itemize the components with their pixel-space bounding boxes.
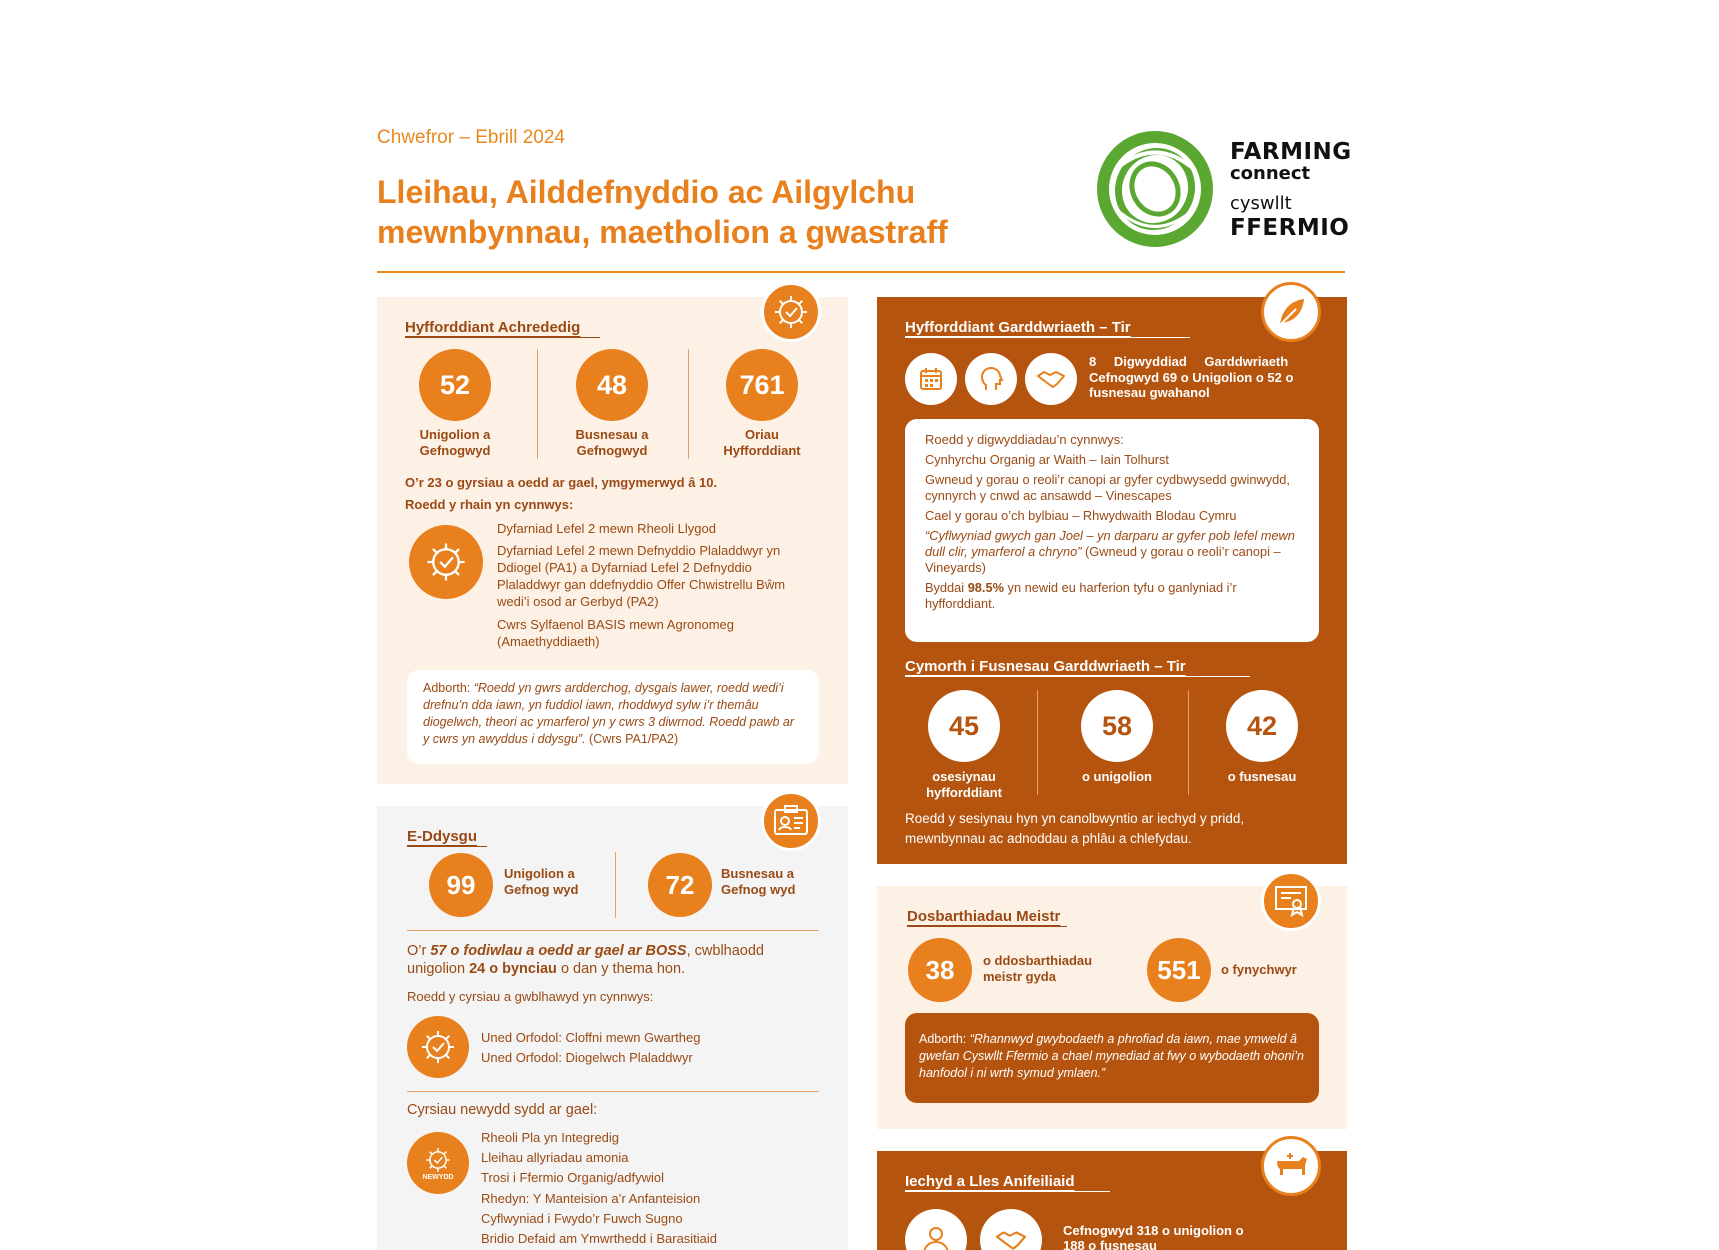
completed-intro: Roedd y cyrsiau a gwblhawyd yn cynnwys: xyxy=(407,989,654,1004)
animal-heading: Iechyd a Lles Anifeiliaid xyxy=(905,1173,1075,1190)
stat-caption: o unigolion xyxy=(1081,769,1153,784)
new-course-item: Bridio Defaid am Ymwrthedd i Barasitiaid xyxy=(481,1231,718,1247)
handshake-icon xyxy=(980,1209,1042,1250)
stat-circle: 48 xyxy=(576,349,648,421)
stat-caption: Busnesau a Gefnogwyd xyxy=(575,427,649,458)
page-title xyxy=(377,172,1017,252)
stat-caption: Unigolion a Gefnogwyd xyxy=(419,427,491,458)
stat-circle: 58 xyxy=(1081,690,1153,762)
logo-farming: FARMING xyxy=(1230,139,1352,165)
masterclass-feedback-card xyxy=(905,1013,1319,1103)
stat-caption: Unigolion a Gefnog wyd xyxy=(504,866,579,897)
cow-icon xyxy=(1261,1136,1321,1196)
animal-health-panel xyxy=(877,1151,1347,1250)
farming-connect-logo-icon xyxy=(1095,130,1215,248)
new-course-item: Cyflwyniad i Fwydo’r Fuwch Sugno xyxy=(481,1210,683,1226)
new-course-item: Trosi i Ffermio Organig/adfywiol xyxy=(481,1170,665,1186)
logo-wordmark xyxy=(1230,140,1352,240)
accredited-summary: O’r 23 o gyrsiau a oedd ar gael, ymgymerwyd â 10. xyxy=(405,475,718,490)
calendar-icon xyxy=(905,353,957,405)
stat-divider xyxy=(688,349,689,459)
elearning-heading: E-Ddysgu xyxy=(407,828,478,845)
gear-check-icon xyxy=(409,525,483,599)
stat-divider xyxy=(615,852,616,918)
report-date: Chwefror – Ebrill 2024 xyxy=(377,127,565,148)
course-item: Cwrs Sylfaenol BASIS mewn Agronomeg (Amaethyddiaeth) xyxy=(497,617,734,649)
stat-caption: Oriau Hyfforddiant xyxy=(723,427,801,458)
stat-caption: osesiynau hyfforddiant xyxy=(926,769,1002,800)
heading-underline xyxy=(907,926,1067,927)
event-item: Gwneud y gorau o reoli’r canopi ar gyfer cydbwysedd gwinwydd, cynnyrch y cnwd ac ansawdd – Vinescapes xyxy=(925,472,1290,503)
head-profile-icon xyxy=(965,353,1017,405)
stat-divider xyxy=(537,349,538,459)
gear-check-icon xyxy=(407,1016,469,1078)
new-badge-label: NEWYDD xyxy=(422,1173,454,1181)
handshake-icon xyxy=(1025,353,1077,405)
stat-caption: o ddosbarthiadau meistr gyda xyxy=(983,953,1093,984)
certificate-id-icon xyxy=(761,791,821,851)
course-item: Dyfarniad Lefel 2 mewn Rheoli Llygod xyxy=(497,521,716,536)
stat-circle: 42 xyxy=(1226,690,1298,762)
events-intro: Roedd y digwyddiadau’n cynnwys: xyxy=(925,432,1124,447)
feedback-text: Adborth: “Roedd yn gwrs ardderchog, dysgais lawer, roedd wedi’i drefnu’n dda iawn, yn fuddiol iawn, rhoddwyd sylw i’r themâu diogelwch, theori ac ymarferol yn y cwrs 3 diwrnod. Roedd pawb ar y cwrs yn awyddus i ddysgu”. (Cwrs PA1/PA2) xyxy=(423,681,795,746)
completed-course: Uned Orfodol: Cloffni mewn Gwartheg xyxy=(481,1030,701,1045)
stat-circle: 99 xyxy=(429,853,493,917)
heading-underline xyxy=(407,846,487,847)
new-gear-icon xyxy=(407,1132,469,1194)
section-divider xyxy=(407,930,819,931)
stat-caption: o fynychwyr xyxy=(1221,962,1297,977)
support-note: Roedd y sesiynau hyn yn canolbwyntio ar iechyd y pridd, mewnbynnau ac adnoddau a phlâu a chlefydau. xyxy=(905,811,1245,846)
heading-underline xyxy=(905,676,1250,677)
accredited-training-panel xyxy=(377,297,848,784)
elearning-summary: O’r 57 o fodiwlau a oedd ar gael ar BOSS, cwblhaodd unigolion 24 o bynciau o dan y thema hon. xyxy=(407,943,764,977)
stat-circle: 72 xyxy=(648,853,712,917)
stat-caption: Busnesau a Gefnog wyd xyxy=(721,866,796,897)
leaf-icon xyxy=(1261,282,1321,342)
header-divider xyxy=(377,271,1345,273)
horticulture-panel xyxy=(877,297,1347,864)
event-item: Cynhyrchu Organig ar Waith – Iain Tolhurst xyxy=(925,452,1169,467)
certificate-icon xyxy=(1261,871,1321,931)
logo-ffermio: FFERMIO xyxy=(1230,215,1350,241)
stat-circle: 761 xyxy=(726,349,798,421)
heading-underline xyxy=(905,337,1190,338)
new-course-item: Rheoli Pla yn Integredig xyxy=(481,1130,620,1145)
event-item: Cael y gorau o’ch bylbiau – Rhwydwaith Blodau Cymru xyxy=(925,508,1237,523)
heading-underline xyxy=(905,1191,1110,1192)
stat-circle: 551 xyxy=(1147,938,1211,1002)
stat-divider xyxy=(1188,690,1189,795)
title-line-1: Lleihau, Ailddefnyddio ac Ailgylchu xyxy=(377,174,916,210)
feedback-text: Adborth: “Rhannwyd gwybodaeth a phrofiad da iawn, mae ymweld â gwefan Cyswllt Ffermio a chael mynediad at fwy o wybodaeth ohoni’n hanfodol i ni wrth symud ymlaen.” xyxy=(919,1032,1304,1080)
accredited-included: Roedd y rhain yn cynnwys: xyxy=(405,497,574,512)
logo-connect: connect xyxy=(1230,163,1311,184)
accredited-heading: Hyfforddiant Achrededig xyxy=(405,319,581,336)
new-courses-list xyxy=(481,1128,717,1249)
masterclass-heading: Dosbarthiadau Meistr xyxy=(907,908,1061,925)
section-divider xyxy=(407,1091,819,1092)
outcome-percent: Byddai 98.5% yn newid eu harferion tyfu o ganlyniad i’r hyfforddiant. xyxy=(925,580,1237,611)
events-summary: 8 Digwyddiad Garddwriaeth Cefnogwyd 69 o Unigolion o 52 o fusnesau gwahanol xyxy=(1089,354,1294,400)
new-courses-intro: Cyrsiau newydd sydd ar gael: xyxy=(407,1102,598,1118)
heading-underline xyxy=(405,337,600,338)
masterclass-panel xyxy=(877,886,1347,1129)
stat-circle: 52 xyxy=(419,349,491,421)
course-item: Dyfarniad Lefel 2 mewn Defnyddio Plaladdwyr yn Ddiogel (PA1) a Dyfarniad Lefel 2 Defnyddio Plaladdwyr gan ddefnyddio Offer Chwistrellu Bŵm wedi’i osod ar Gerbyd (PA2) xyxy=(497,543,786,609)
person-icon xyxy=(905,1209,967,1250)
event-quote: “Cyflwyniad gwych gan Joel – yn darparu ar gyfer pob lefel mewn dull clir, ymarferol a chryno” (Gwneud y gorau o reoli’r canopi – Vineyards) xyxy=(925,528,1295,575)
title-line-2: mewnbynnau, maetholion a gwastraff xyxy=(377,214,948,250)
stat-divider xyxy=(1037,690,1038,795)
elearning-panel xyxy=(377,806,848,1250)
stat-caption: o fusnesau xyxy=(1227,769,1297,784)
events-card xyxy=(905,419,1319,642)
gear-check-icon xyxy=(761,282,821,342)
logo-cyswllt: cyswllt xyxy=(1230,193,1292,214)
animal-summary: Cefnogwyd 318 o unigolion o 188 o fusnesau xyxy=(1063,1223,1244,1250)
horticulture-heading: Hyfforddiant Garddwriaeth – Tir xyxy=(905,319,1131,336)
support-heading: Cymorth i Fusnesau Garddwriaeth – Tir xyxy=(905,658,1186,675)
stat-circle: 45 xyxy=(928,690,1000,762)
new-course-item: Lleihau allyriadau amonia xyxy=(481,1150,629,1166)
accredited-feedback-card xyxy=(407,670,819,764)
completed-course: Uned Orfodol: Diogelwch Plaladdwyr xyxy=(481,1050,693,1065)
stat-circle: 38 xyxy=(908,938,972,1002)
new-course-item: Rhedyn: Y Manteision a’r Anfanteision xyxy=(481,1190,701,1206)
